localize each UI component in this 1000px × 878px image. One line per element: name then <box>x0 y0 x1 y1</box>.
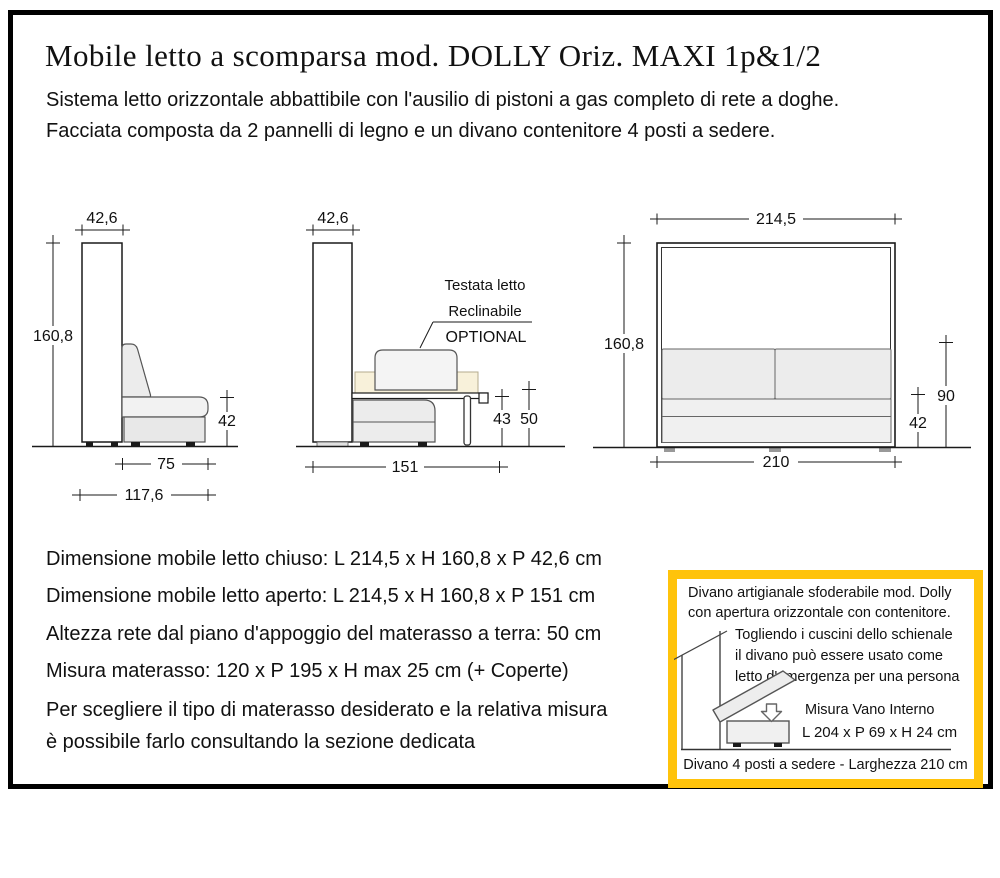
sofa-base <box>124 417 205 442</box>
infobox-intro <box>688 583 952 623</box>
sheet-border <box>8 10 993 789</box>
dim-seat-height-value: 42 <box>218 413 236 430</box>
dimension-frame-height <box>489 389 515 446</box>
panel-diagonal-line <box>674 631 727 660</box>
dim-open-depth-top-value: 42,6 <box>317 210 349 227</box>
dim-closed-height-value: 160,8 <box>32 328 74 345</box>
dim-backrest-height-value: 90 <box>937 388 955 405</box>
diagram-closed-side-view <box>30 201 265 509</box>
infobox-note-line1: Togliendo i cuscini dello schienale <box>735 627 953 643</box>
diagram-open-side-view <box>293 201 570 493</box>
dimension-front-width <box>650 210 902 228</box>
cabinet-panel <box>313 243 352 442</box>
container-foot <box>774 743 782 747</box>
headboard-label-line1: Testata letto <box>444 277 526 294</box>
spec-line-note-2: è possibile farlo consultando la sezione dedicata <box>46 731 476 753</box>
dimension-total-depth <box>72 486 216 504</box>
sofa-backrest <box>122 344 151 397</box>
dimension-base-width <box>650 453 902 471</box>
dim-bed-top-height-value: 50 <box>520 411 538 428</box>
container-foot <box>733 743 741 747</box>
dimension-bed-top-height <box>516 381 542 446</box>
infobox-vano-dims: L 204 x P 69 x H 24 cm <box>802 724 958 741</box>
spec-line-closed: Dimensione mobile letto chiuso: L 214,5 x H 160,8 x P 42,6 cm <box>46 548 602 570</box>
subtitle-line-1: Sistema letto orizzontale abbattibile con l'ausilio di pistoni a gas completo di rete a doghe. <box>46 89 840 111</box>
bed-platform-end <box>479 393 488 403</box>
dim-front-seat-height-value: 42 <box>909 415 927 432</box>
dimension-open-depth-top <box>306 210 360 236</box>
dim-closed-depth-value: 42,6 <box>86 210 118 227</box>
down-arrow-icon <box>762 704 782 722</box>
dimension-closed-height <box>32 235 74 446</box>
panel-lines <box>682 631 720 750</box>
spec-line-rete: Altezza rete dal piano d'appoggio del materasso a terra: 50 cm <box>46 623 602 645</box>
infobox-intro-line1: Divano artigianale sfoderabile mod. Dolly <box>688 585 952 601</box>
sofa-infobox <box>668 570 983 788</box>
dimension-backrest-height <box>932 335 960 447</box>
back-cushion-right <box>775 349 891 399</box>
container-box <box>727 721 789 743</box>
headboard-label-line2: Reclinabile <box>448 303 522 320</box>
headboard-label-optional: OPTIONAL <box>445 329 527 346</box>
cabinet-panel <box>82 243 122 442</box>
sofa-seat <box>122 397 208 417</box>
seat-front <box>662 399 891 443</box>
dim-front-width-value: 214,5 <box>755 211 797 228</box>
spec-line-materasso: Misura materasso: 120 x P 195 x H max 25 cm (+ Coperte) <box>46 660 569 682</box>
infobox-vano-title: Misura Vano Interno <box>805 702 935 718</box>
infobox-intro-line2: con apertura orizzontale con contenitore. <box>688 605 951 621</box>
dim-seat-depth-value: 75 <box>157 456 175 473</box>
dim-open-depth-value: 151 <box>391 459 419 476</box>
headboard-cushion <box>375 350 457 390</box>
container-lid-open <box>713 671 795 722</box>
dim-base-width-value: 210 <box>762 454 790 471</box>
dimension-front-seat-height <box>904 387 932 447</box>
dimension-front-height <box>599 235 649 447</box>
spec-line-open: Dimensione mobile letto aperto: L 214,5 x H 160,8 x P 151 cm <box>46 585 596 607</box>
infobox-note-line2: il divano può essere usato come <box>735 648 943 664</box>
back-cushion-left <box>662 349 775 399</box>
dim-frame-height-value: 43 <box>493 411 511 428</box>
infobox-note-line3: letto d'emergenza per una persona <box>735 669 960 685</box>
dim-total-depth-value: 117,6 <box>124 487 164 504</box>
infobox-caption: Divano 4 posti a sedere - Larghezza 210 cm <box>683 757 968 773</box>
spec-line-note-1: Per scegliere il tipo di materasso desiderato e la relativa misura <box>46 699 608 721</box>
dimension-seat-depth <box>115 455 216 473</box>
subtitle-line-2: Facciata composta da 2 pannelli di legno e un divano contenitore 4 posti a sedere. <box>46 120 776 142</box>
dimension-seat-height <box>214 390 240 446</box>
bed-leg <box>464 396 471 445</box>
dimension-open-depth <box>305 458 508 476</box>
dimension-closed-depth <box>75 210 130 236</box>
dim-front-height-value: 160,8 <box>603 336 645 353</box>
page-title: Mobile letto a scomparsa mod. DOLLY Oriz. MAXI 1p&1/2 <box>45 38 822 73</box>
sofa-base <box>353 400 435 442</box>
diagram-front-view <box>590 201 985 488</box>
